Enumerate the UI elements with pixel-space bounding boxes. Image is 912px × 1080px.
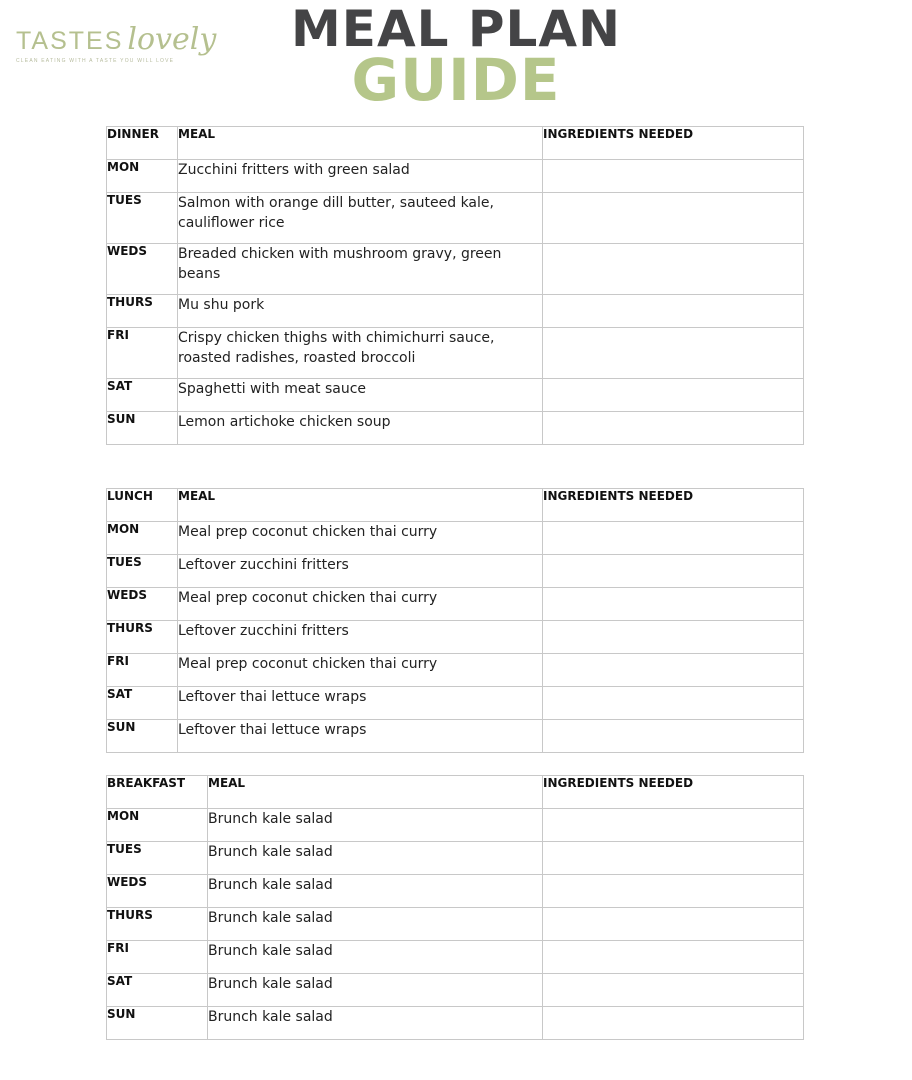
- meal-cell: Leftover zucchini fritters: [178, 555, 543, 588]
- meal-cell: Brunch kale salad: [208, 842, 543, 875]
- logo-tagline: CLEAN EATING WITH A TASTE YOU WILL LOVE: [16, 58, 175, 64]
- table-row: [107, 908, 804, 941]
- day-cell: SUN: [107, 412, 178, 445]
- header-meal-type: DINNER: [107, 127, 178, 160]
- meal-cell: Leftover thai lettuce wraps: [178, 687, 543, 720]
- ingredients-cell[interactable]: [543, 809, 804, 842]
- meal-cell: Meal prep coconut chicken thai curry: [178, 654, 543, 687]
- ingredients-cell[interactable]: [543, 941, 804, 974]
- table-row: [107, 555, 804, 588]
- meal-cell: Spaghetti with meat sauce: [178, 379, 543, 412]
- day-cell: SAT: [107, 687, 178, 720]
- meal-cell: Leftover zucchini fritters: [178, 621, 543, 654]
- table-row: [107, 687, 804, 720]
- ingredients-cell[interactable]: [543, 588, 804, 621]
- header-ingredients: INGREDIENTS NEEDED: [543, 127, 804, 160]
- table-row: [107, 621, 804, 654]
- table-row: [107, 842, 804, 875]
- table-header-row: [107, 489, 804, 522]
- day-cell: SUN: [107, 1007, 208, 1040]
- day-cell: FRI: [107, 654, 178, 687]
- header-ingredients: INGREDIENTS NEEDED: [543, 776, 804, 809]
- ingredients-cell[interactable]: [543, 555, 804, 588]
- table-header-row: [107, 776, 804, 809]
- day-cell: THURS: [107, 908, 208, 941]
- day-cell: MON: [107, 522, 178, 555]
- dinner-table: [106, 126, 804, 445]
- meal-cell: Mu shu pork: [178, 295, 543, 328]
- page-title-line2: GUIDE: [351, 46, 561, 114]
- ingredients-cell[interactable]: [543, 654, 804, 687]
- day-cell: MON: [107, 160, 178, 193]
- lunch-table: [106, 488, 804, 753]
- table-row: [107, 295, 804, 328]
- meal-cell: Meal prep coconut chicken thai curry: [178, 588, 543, 621]
- ingredients-cell[interactable]: [543, 244, 804, 295]
- meal-cell: Zucchini fritters with green salad: [178, 160, 543, 193]
- meal-cell: Breaded chicken with mushroom gravy, green beans: [178, 244, 543, 295]
- ingredients-cell[interactable]: [543, 875, 804, 908]
- table-row: [107, 720, 804, 753]
- day-cell: WEDS: [107, 244, 178, 295]
- day-cell: SUN: [107, 720, 178, 753]
- table-row: [107, 654, 804, 687]
- table-row: [107, 941, 804, 974]
- ingredients-cell[interactable]: [543, 974, 804, 1007]
- breakfast-table: [106, 775, 804, 1040]
- table-row: [107, 522, 804, 555]
- day-cell: THURS: [107, 621, 178, 654]
- ingredients-cell[interactable]: [543, 328, 804, 379]
- table-row: [107, 379, 804, 412]
- ingredients-cell[interactable]: [543, 1007, 804, 1040]
- ingredients-cell[interactable]: [543, 379, 804, 412]
- ingredients-cell[interactable]: [543, 687, 804, 720]
- day-cell: SAT: [107, 974, 208, 1007]
- day-cell: THURS: [107, 295, 178, 328]
- day-cell: TUES: [107, 555, 178, 588]
- ingredients-cell[interactable]: [543, 621, 804, 654]
- meal-cell: Meal prep coconut chicken thai curry: [178, 522, 543, 555]
- day-cell: FRI: [107, 328, 178, 379]
- table-row: [107, 193, 804, 244]
- ingredients-cell[interactable]: [543, 522, 804, 555]
- meal-cell: Brunch kale salad: [208, 1007, 543, 1040]
- table-row: [107, 588, 804, 621]
- table-row: [107, 160, 804, 193]
- meal-cell: Brunch kale salad: [208, 875, 543, 908]
- day-cell: TUES: [107, 193, 178, 244]
- ingredients-cell[interactable]: [543, 908, 804, 941]
- meal-cell: Crispy chicken thighs with chimichurri sauce, roasted radishes, roasted broccoli: [178, 328, 543, 379]
- day-cell: SAT: [107, 379, 178, 412]
- logo-word-tastes: TASTES: [16, 27, 124, 55]
- ingredients-cell[interactable]: [543, 160, 804, 193]
- table-row: [107, 809, 804, 842]
- table-row: [107, 1007, 804, 1040]
- ingredients-cell[interactable]: [543, 842, 804, 875]
- header-meal: MEAL: [178, 127, 543, 160]
- table-row: [107, 328, 804, 379]
- meal-cell: Brunch kale salad: [208, 809, 543, 842]
- header-meal: MEAL: [208, 776, 543, 809]
- header-meal: MEAL: [178, 489, 543, 522]
- day-cell: WEDS: [107, 588, 178, 621]
- ingredients-cell[interactable]: [543, 412, 804, 445]
- ingredients-cell[interactable]: [543, 720, 804, 753]
- page-title-line1: MEAL PLAN: [291, 0, 621, 58]
- table-row: [107, 244, 804, 295]
- meal-cell: Brunch kale salad: [208, 974, 543, 1007]
- logo-word-lovely: lovely: [127, 22, 217, 57]
- day-cell: TUES: [107, 842, 208, 875]
- header-ingredients: INGREDIENTS NEEDED: [543, 489, 804, 522]
- meal-cell: Brunch kale salad: [208, 908, 543, 941]
- day-cell: FRI: [107, 941, 208, 974]
- table-header-row: [107, 127, 804, 160]
- header-meal-type: LUNCH: [107, 489, 178, 522]
- day-cell: MON: [107, 809, 208, 842]
- table-row: [107, 412, 804, 445]
- meal-cell: Leftover thai lettuce wraps: [178, 720, 543, 753]
- ingredients-cell[interactable]: [543, 193, 804, 244]
- meal-cell: Lemon artichoke chicken soup: [178, 412, 543, 445]
- ingredients-cell[interactable]: [543, 295, 804, 328]
- header-meal-type: BREAKFAST: [107, 776, 208, 809]
- table-row: [107, 974, 804, 1007]
- day-cell: WEDS: [107, 875, 208, 908]
- table-row: [107, 875, 804, 908]
- meal-cell: Brunch kale salad: [208, 941, 543, 974]
- meal-cell: Salmon with orange dill butter, sauteed kale, cauliflower rice: [178, 193, 543, 244]
